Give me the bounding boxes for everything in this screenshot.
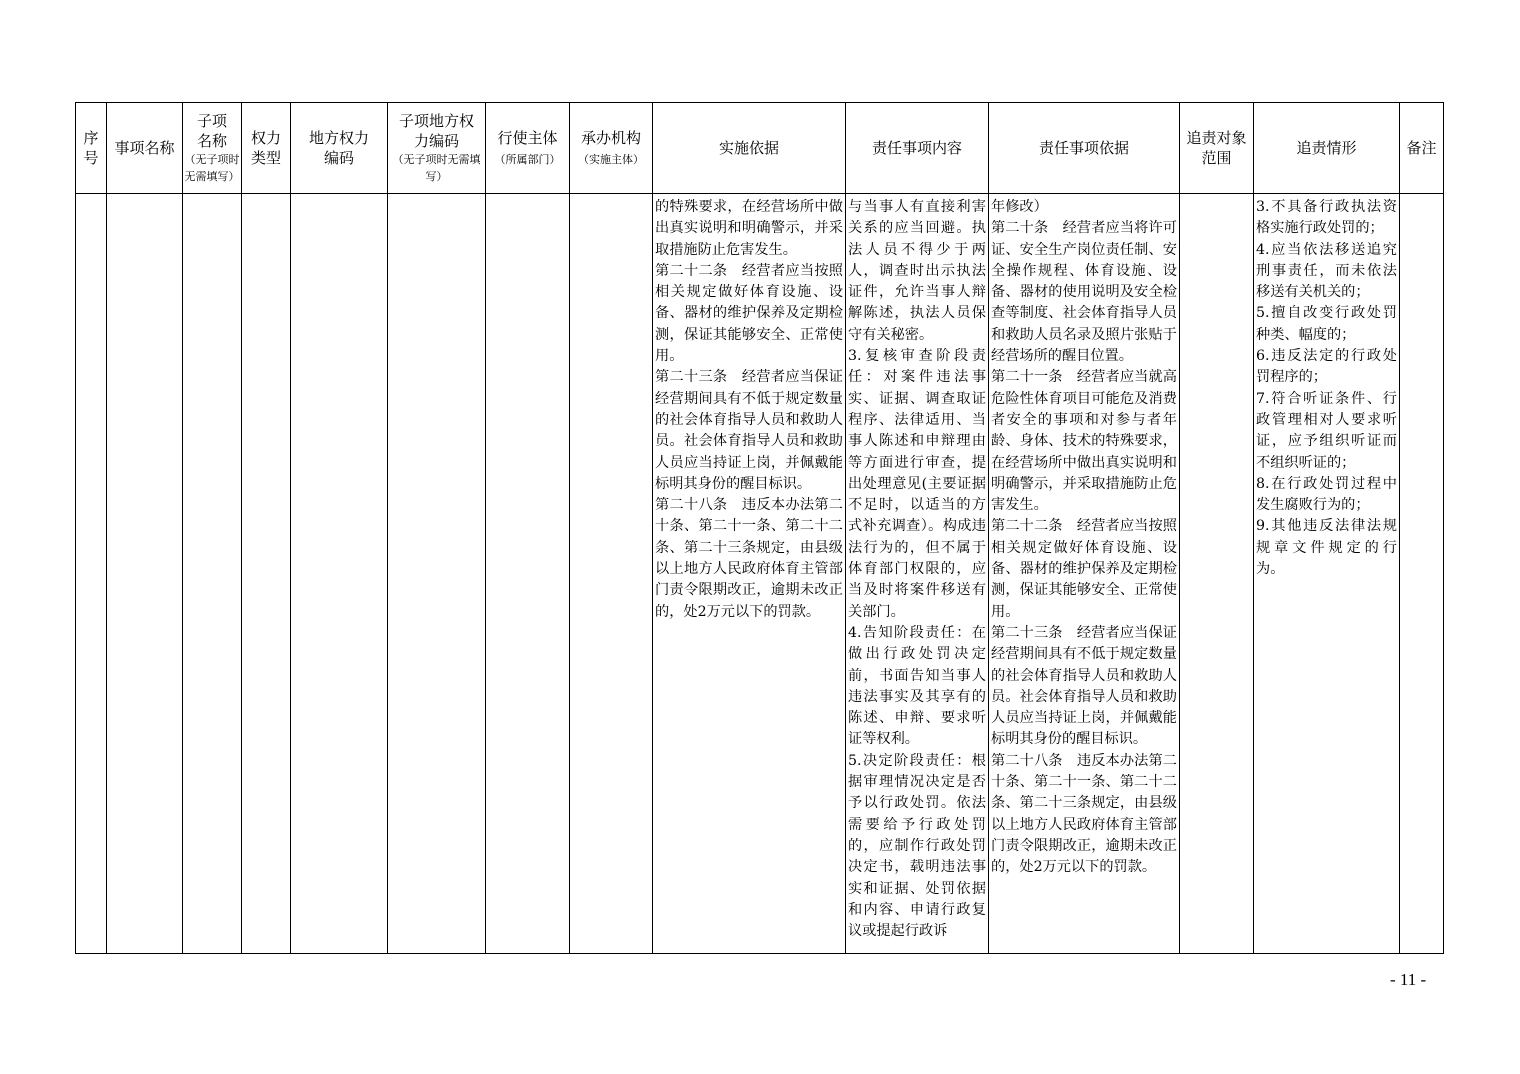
header-local-code: 地方权力编码 [291,103,388,194]
header-row [76,103,1444,194]
table-row [76,194,1444,954]
header-seq: 序号 [76,103,107,194]
cell-sub-name [183,194,242,954]
page-number: - 11 - [1390,970,1427,989]
header-agency: 承办机构 （实施主体） [570,103,653,194]
cell-seq [76,194,107,954]
cell-power-type [242,194,291,954]
situations-text: 3.不具备行政执法资格实施行政处罚的； 4.应当依法移送追究刑事责任，而未依法移送有关机关的； 5.擅自改变行政处罚种类、幅度的； 6.违反法定的行政处罚程序的； 7.符合听证条件、行政管理相对人要求听证，应予组织听证而不组织听证的； 8.在行政处罚过程中发生腐败行为的； 9.其他违反法律法规规章文件规定的行为。 [1256,199,1397,578]
cell-subject [486,194,570,954]
cell-situations [1254,194,1400,954]
cell-agency [570,194,653,954]
header-subject: 行使主体 （所属部门） [486,103,570,194]
header-duty-content: 责任事项内容 [846,103,989,194]
header-power-type: 权力类型 [242,103,291,194]
responsibility-table [75,102,1444,954]
cell-remarks [1400,194,1444,954]
header-duty-basis: 责任事项依据 [989,103,1180,194]
basis-text: 的特殊要求，在经营场所中做出真实说明和明确警示，并采取措施防止危害发生。 第二十二条 经营者应当按照相关规定做好体育设施、设备、器材的维护保养及定期检测，保证其能够安全、正常使用。 第二十三条 经营者应当保证经营期间具有不低于规定数量的社会体育指导人员和救助人员。社会体育指导人员和救助人员应当持证上岗，并佩戴能标明其身份的醒目标识。 第二十八条 违反本办法第二十条、第二十一条、第二十二条、第二十三条规定，由县级以上地方人民政府体育主管部门责令限期改正，逾期未改正的，处2万元以下的罚款。 [655,199,843,620]
header-sub-name: 子项名称 （无子项时无需填写） [183,103,242,194]
cell-duty-content [846,194,989,954]
cell-duty-basis [989,194,1180,954]
cell-scope [1180,194,1254,954]
header-basis: 实施依据 [653,103,846,194]
header-sub-code: 子项地方权力编码 （无子项时无需填写） [388,103,486,194]
header-situations: 追责情形 [1254,103,1400,194]
cell-sub-code [388,194,486,954]
duty-content-text: 与当事人有直接利害关系的应当回避。执法人员不得少于两人，调查时出示执法证件，允许当事人辩解陈述，执法人员保守有关秘密。 3.复核审查阶段责任：对案件违法事实、证据、调查取证程序、法律适用、当事人陈述和申辩理由等方面进行审查，提出处理意见(主要证据不足时，以适当的方式补充调查）。构成违法行为的，但不属于体育部门权限的，应当及时将案件移送有关部门。 4.告知阶段责任：在做出行政处罚决定前，书面告知当事人违法事实及其享有的陈述、申辩、要求听证等权利。 5.决定阶段责任：根据审理情况决定是否予以行政处罚。依法需要给予行政处罚的，应制作行政处罚决定书，载明违法事实和证据、处罚依据和内容、申请行政复议或提起行政诉 [848,199,986,940]
header-remarks: 备注 [1400,103,1444,194]
header-scope: 追责对象范围 [1180,103,1254,194]
cell-item-name [107,194,183,954]
cell-local-code [291,194,388,954]
cell-basis [653,194,846,954]
header-item-name: 事项名称 [107,103,183,194]
duty-basis-text: 年修改） 第二十条 经营者应当将许可证、安全生产岗位责任制、安全操作规程、体育设施、设备、器材的使用说明及安全检查等制度、社会体育指导人员和救助人员名录及照片张贴于经营场所的醒目位置。 第二十一条 经营者应当就高危险性体育项目可能危及消费者安全的事项和对参与者年龄、身体、技术的特殊要求，在经营场所中做出真实说明和明确警示，并采取措施防止危害发生。 第二十二条 经营者应当按照相关规定做好体育设施、设备、器材的维护保养及定期检测，保证其能够安全、正常使用。 第二十三条 经营者应当保证经营期间具有不低于规定数量的社会体育指导人员和救助人员。社会体育指导人员和救助人员应当持证上岗，并佩戴能标明其身份的醒目标识。 第二十八条 违反本办法第二十条、第二十一条、第二十二条、第二十三条规定，由县级以上地方人民政府体育主管部门责令限期改正，逾期未改正的，处2万元以下的罚款。 [991,199,1177,876]
